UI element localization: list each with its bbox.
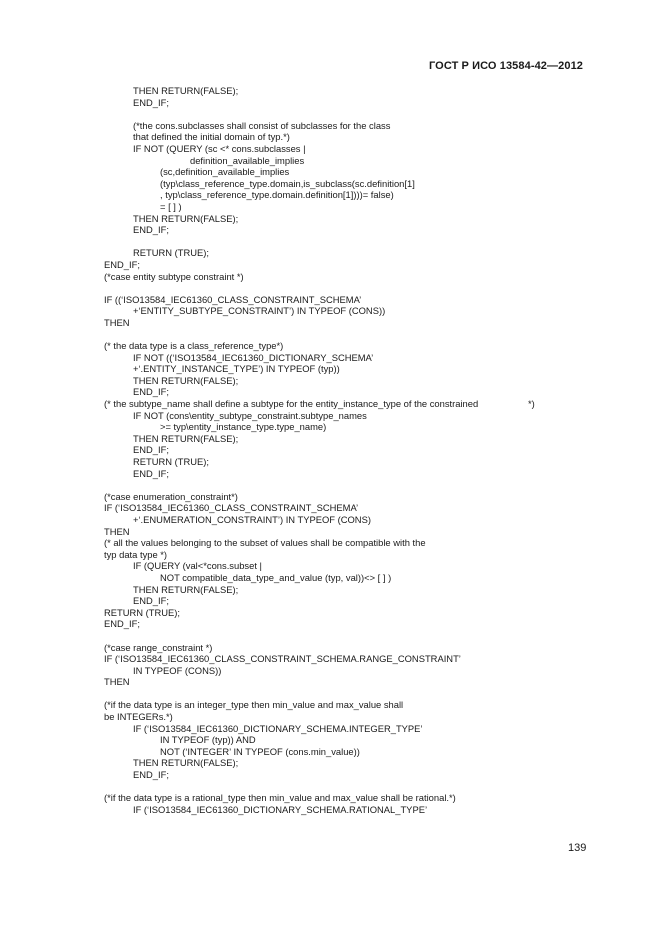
code-line <box>104 224 574 236</box>
code-line-text: (typ\class_reference_type.domain,is_subclass(sc.definition[1] <box>160 177 415 189</box>
code-line <box>104 352 574 364</box>
code-line <box>104 595 574 607</box>
code-line-text: THEN <box>104 676 130 688</box>
code-line <box>104 491 574 503</box>
code-line <box>104 178 574 190</box>
code-line <box>104 444 574 456</box>
code-line <box>104 514 574 526</box>
code-line <box>104 723 574 735</box>
code-line-text: RETURN (TRUE); <box>133 456 210 467</box>
code-line <box>104 398 574 410</box>
code-line <box>104 317 574 329</box>
code-line <box>104 584 574 596</box>
code-line <box>104 804 574 816</box>
code-line-text: RETURN (TRUE); <box>133 247 210 259</box>
code-line-text: END_IF; <box>133 224 169 236</box>
code-line <box>104 607 574 619</box>
code-line <box>104 468 574 480</box>
code-line <box>104 108 574 120</box>
code-line <box>104 526 574 538</box>
code-line <box>104 676 574 688</box>
code-line-text: THEN RETURN(FALSE); <box>133 212 239 224</box>
code-line-text: NOT (‘INTEGER’ IN TYPEOF (cons.min_value)) <box>160 745 360 757</box>
code-line-text: >= typ\entity_instance_type.type_name) <box>160 421 327 433</box>
code-line-text: IF (‘ISO13584_IEC61360_DICTIONARY_SCHEMA.INTEGER_TYPE’ <box>133 722 423 734</box>
code-line-text: typ data type *) <box>104 548 168 560</box>
code-line-text: THEN <box>104 316 130 328</box>
code-line-text: NOT compatible_data_type_and_value (typ, val))<> [ ] ) <box>160 571 392 583</box>
code-listing <box>104 85 574 815</box>
code-line <box>104 247 574 259</box>
code-line <box>104 120 574 132</box>
code-line <box>104 572 574 584</box>
code-line <box>104 560 574 572</box>
code-line <box>104 549 574 561</box>
code-line <box>104 642 574 654</box>
code-line <box>104 479 574 491</box>
code-line-text: (* all the values belonging to the subset of values shall be compatible with the <box>104 537 426 549</box>
code-line <box>104 421 574 433</box>
code-line <box>104 363 574 375</box>
code-line-text: +‘.ENTITY_INSTANCE_TYPE’) IN TYPEOF (typ)) <box>133 363 340 375</box>
code-line-text: END_IF; <box>133 595 169 607</box>
code-line-text: END_IF; <box>104 258 140 270</box>
code-line <box>104 305 574 317</box>
code-line-text: RETURN (TRUE); <box>104 606 181 618</box>
code-line <box>104 97 574 109</box>
code-line <box>104 131 574 143</box>
code-line-text: (*case entity subtype constraint *) <box>104 270 244 282</box>
code-line <box>104 328 574 340</box>
code-line-text: (* the data type is a class_reference_type*) <box>104 340 284 352</box>
code-line-text: IF (‘ISO13584_IEC61360_CLASS_CONSTRAINT_SCHEMA.RANGE_CONSTRAINT’ <box>104 653 461 665</box>
code-line-text: IF NOT ((‘ISO13584_IEC61360_DICTIONARY_SCHEMA’ <box>133 351 374 363</box>
code-line <box>104 757 574 769</box>
code-line-text: END_IF; <box>104 618 140 630</box>
code-line-text: +‘.ENUMERATION_CONSTRAINT’) IN TYPEOF (CONS) <box>133 513 371 525</box>
code-line-text: IN TYPEOF (CONS)) <box>133 664 222 676</box>
page-number: 139 <box>568 842 587 854</box>
comment-close: *) <box>528 398 535 410</box>
code-line-text: definition_available_implies <box>190 154 305 166</box>
code-line <box>104 711 574 723</box>
code-line-text: (*the cons.subclasses shall consist of subclasses for the class <box>133 119 391 131</box>
code-line-text: be INTEGERs.*) <box>104 711 173 723</box>
code-line-text: END_IF; <box>133 386 169 398</box>
code-line <box>104 734 574 746</box>
code-line-text: (*if the data type is an integer_type then min_value and max_value shall <box>104 699 404 711</box>
code-line <box>104 201 574 213</box>
code-line <box>104 792 574 804</box>
code-line-text: , typ\class_reference_type.domain.definition[1])))= false) <box>160 189 394 201</box>
code-line <box>104 537 574 549</box>
code-line <box>104 236 574 248</box>
code-line <box>104 410 574 422</box>
code-line <box>104 433 574 445</box>
code-line <box>104 85 574 97</box>
code-line-text: THEN RETURN(FALSE); <box>133 757 239 769</box>
code-line <box>104 630 574 642</box>
code-line-text: IF (‘ISO13584_IEC61360_DICTIONARY_SCHEMA.RATIONAL_TYPE’ <box>133 803 428 815</box>
code-line <box>104 386 574 398</box>
code-line <box>104 340 574 352</box>
code-line-text: +‘ENTITY_SUBTYPE_CONSTRAINT’) IN TYPEOF (CONS)) <box>133 305 386 317</box>
code-line-text: END_IF; <box>133 769 169 781</box>
code-line-text: THEN RETURN(FALSE); <box>133 85 239 96</box>
code-line-text: END_IF; <box>133 444 169 456</box>
code-line-text: that defined the initial domain of typ.*) <box>133 131 290 143</box>
code-line <box>104 143 574 155</box>
code-line <box>104 259 574 271</box>
code-line-text: END_IF; <box>133 467 169 479</box>
code-line <box>104 746 574 758</box>
document-header: ГОСТ Р ИСО 13584-42—2012 <box>428 60 583 72</box>
code-line-text: IF (QUERY (val<*cons.subset | <box>133 560 262 572</box>
code-line <box>104 282 574 294</box>
code-line <box>104 189 574 201</box>
code-line-text: IF (‘ISO13584_IEC61360_CLASS_CONSTRAINT_SCHEMA’ <box>104 502 359 514</box>
code-line-text: IN TYPEOF (typ)) AND <box>160 734 256 746</box>
code-line-text: THEN RETURN(FALSE); <box>133 432 239 444</box>
code-line <box>104 769 574 781</box>
code-line <box>104 618 574 630</box>
code-line <box>104 456 574 468</box>
code-line-text: (*case range_constraint *) <box>104 641 213 653</box>
code-line <box>104 155 574 167</box>
code-line-text: (*if the data type is a rational_type then min_value and max_value shall be rational.*) <box>104 792 456 804</box>
code-line-text: (sc,definition_available_implies <box>160 166 290 178</box>
code-line <box>104 781 574 793</box>
code-line-text: IF NOT (QUERY (sc <* cons.subclasses | <box>133 142 306 154</box>
code-line-text: END_IF; <box>133 96 169 108</box>
code-line-text: THEN <box>104 525 130 537</box>
code-line-text: IF NOT (cons\entity_subtype_constraint.subtype_names <box>133 409 367 421</box>
code-line <box>104 166 574 178</box>
code-line-text: (* the subtype_name shall define a subtype for the entity_instance_type of the constrained <box>104 398 479 410</box>
code-line <box>104 699 574 711</box>
code-line <box>104 294 574 306</box>
code-line <box>104 213 574 225</box>
code-line-text: THEN RETURN(FALSE); <box>133 583 239 595</box>
code-line-text: = [ ] ) <box>160 200 182 212</box>
code-line <box>104 653 574 665</box>
code-line-text: THEN RETURN(FALSE); <box>133 374 239 386</box>
code-line-text: IF ((‘ISO13584_IEC61360_CLASS_CONSTRAINT_SCHEMA’ <box>104 293 362 305</box>
code-line <box>104 665 574 677</box>
code-line <box>104 271 574 283</box>
code-line <box>104 375 574 387</box>
code-line <box>104 688 574 700</box>
code-line-text: (*case enumeration_constraint*) <box>104 490 238 502</box>
code-line <box>104 502 574 514</box>
